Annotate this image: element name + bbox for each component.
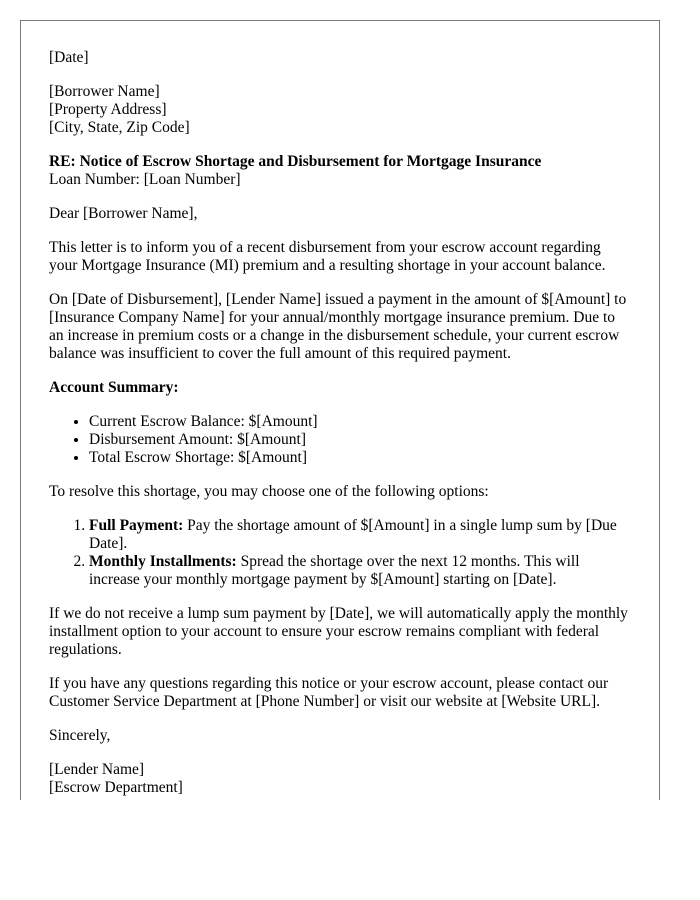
recipient-name: [Borrower Name] bbox=[49, 83, 160, 100]
signature-name: [Lender Name] bbox=[49, 761, 145, 778]
subject-line: RE: Notice of Escrow Shortage and Disbursement for Mortgage Insurance bbox=[49, 153, 542, 170]
recipient-city-state-zip: [City, State, Zip Code] bbox=[49, 119, 190, 136]
options-list bbox=[49, 517, 631, 589]
option-monthly-installments-label: Monthly Installments: bbox=[89, 553, 237, 570]
lump-sum-paragraph: If we do not receive a lump sum payment by [Date], we will automatically apply the monthly installment option to your account to ensure your escrow remains compliant with federal regulations. bbox=[49, 605, 628, 658]
loan-number-line: Loan Number: [Loan Number] bbox=[49, 171, 241, 188]
letter-page bbox=[20, 20, 660, 800]
option-full-payment-label: Full Payment: bbox=[89, 517, 184, 534]
option-monthly-installments bbox=[89, 553, 631, 589]
option-full-payment-text: Pay the shortage amount of $[Amount] in a single lump sum by [Due Date]. bbox=[89, 517, 617, 552]
contact-paragraph: If you have any questions regarding this notice or your escrow account, please contact our Customer Service Department at [Phone Number] or visit our website at [Website URL]. bbox=[49, 675, 609, 710]
summary-item-current-balance: • Current Escrow Balance: $[Amount] bbox=[89, 413, 631, 431]
disbursement-paragraph: On [Date of Disbursement], [Lender Name] issued a payment in the amount of $[Amount] to [Insurance Company Name] for your annual/monthly mortgage insurance premium. Due to an increase in premium costs or a change in the disbursement schedule, your current escrow balance was insufficient to cover the full amount of this required payment. bbox=[49, 291, 627, 362]
summary-item-shortage: • Total Escrow Shortage: $[Amount] bbox=[89, 449, 631, 467]
option-monthly-installments-text: Spread the shortage over the next 12 months. This will increase your monthly mortgage payment by $[Amount] starting on [Date]. bbox=[89, 553, 580, 588]
option-full-payment bbox=[89, 517, 631, 553]
intro-paragraph: This letter is to inform you of a recent disbursement from your escrow account regarding your Mortgage Insurance (MI) premium and a resulting shortage in your account balance. bbox=[49, 239, 606, 274]
subject-block bbox=[49, 153, 631, 189]
recipient-address: [Property Address] bbox=[49, 101, 167, 118]
account-summary-heading: Account Summary: bbox=[49, 379, 179, 396]
options-intro: To resolve this shortage, you may choose one of the following options: bbox=[49, 483, 489, 500]
closing: Sincerely, bbox=[49, 727, 111, 744]
signature-block bbox=[49, 761, 631, 797]
salutation: Dear [Borrower Name], bbox=[49, 205, 198, 222]
summary-item-disbursement: • Disbursement Amount: $[Amount] bbox=[89, 431, 631, 449]
recipient-address-block bbox=[49, 83, 631, 137]
letter-date: [Date] bbox=[49, 49, 89, 66]
signature-department: [Escrow Department] bbox=[49, 779, 183, 796]
account-summary-list bbox=[49, 413, 631, 467]
